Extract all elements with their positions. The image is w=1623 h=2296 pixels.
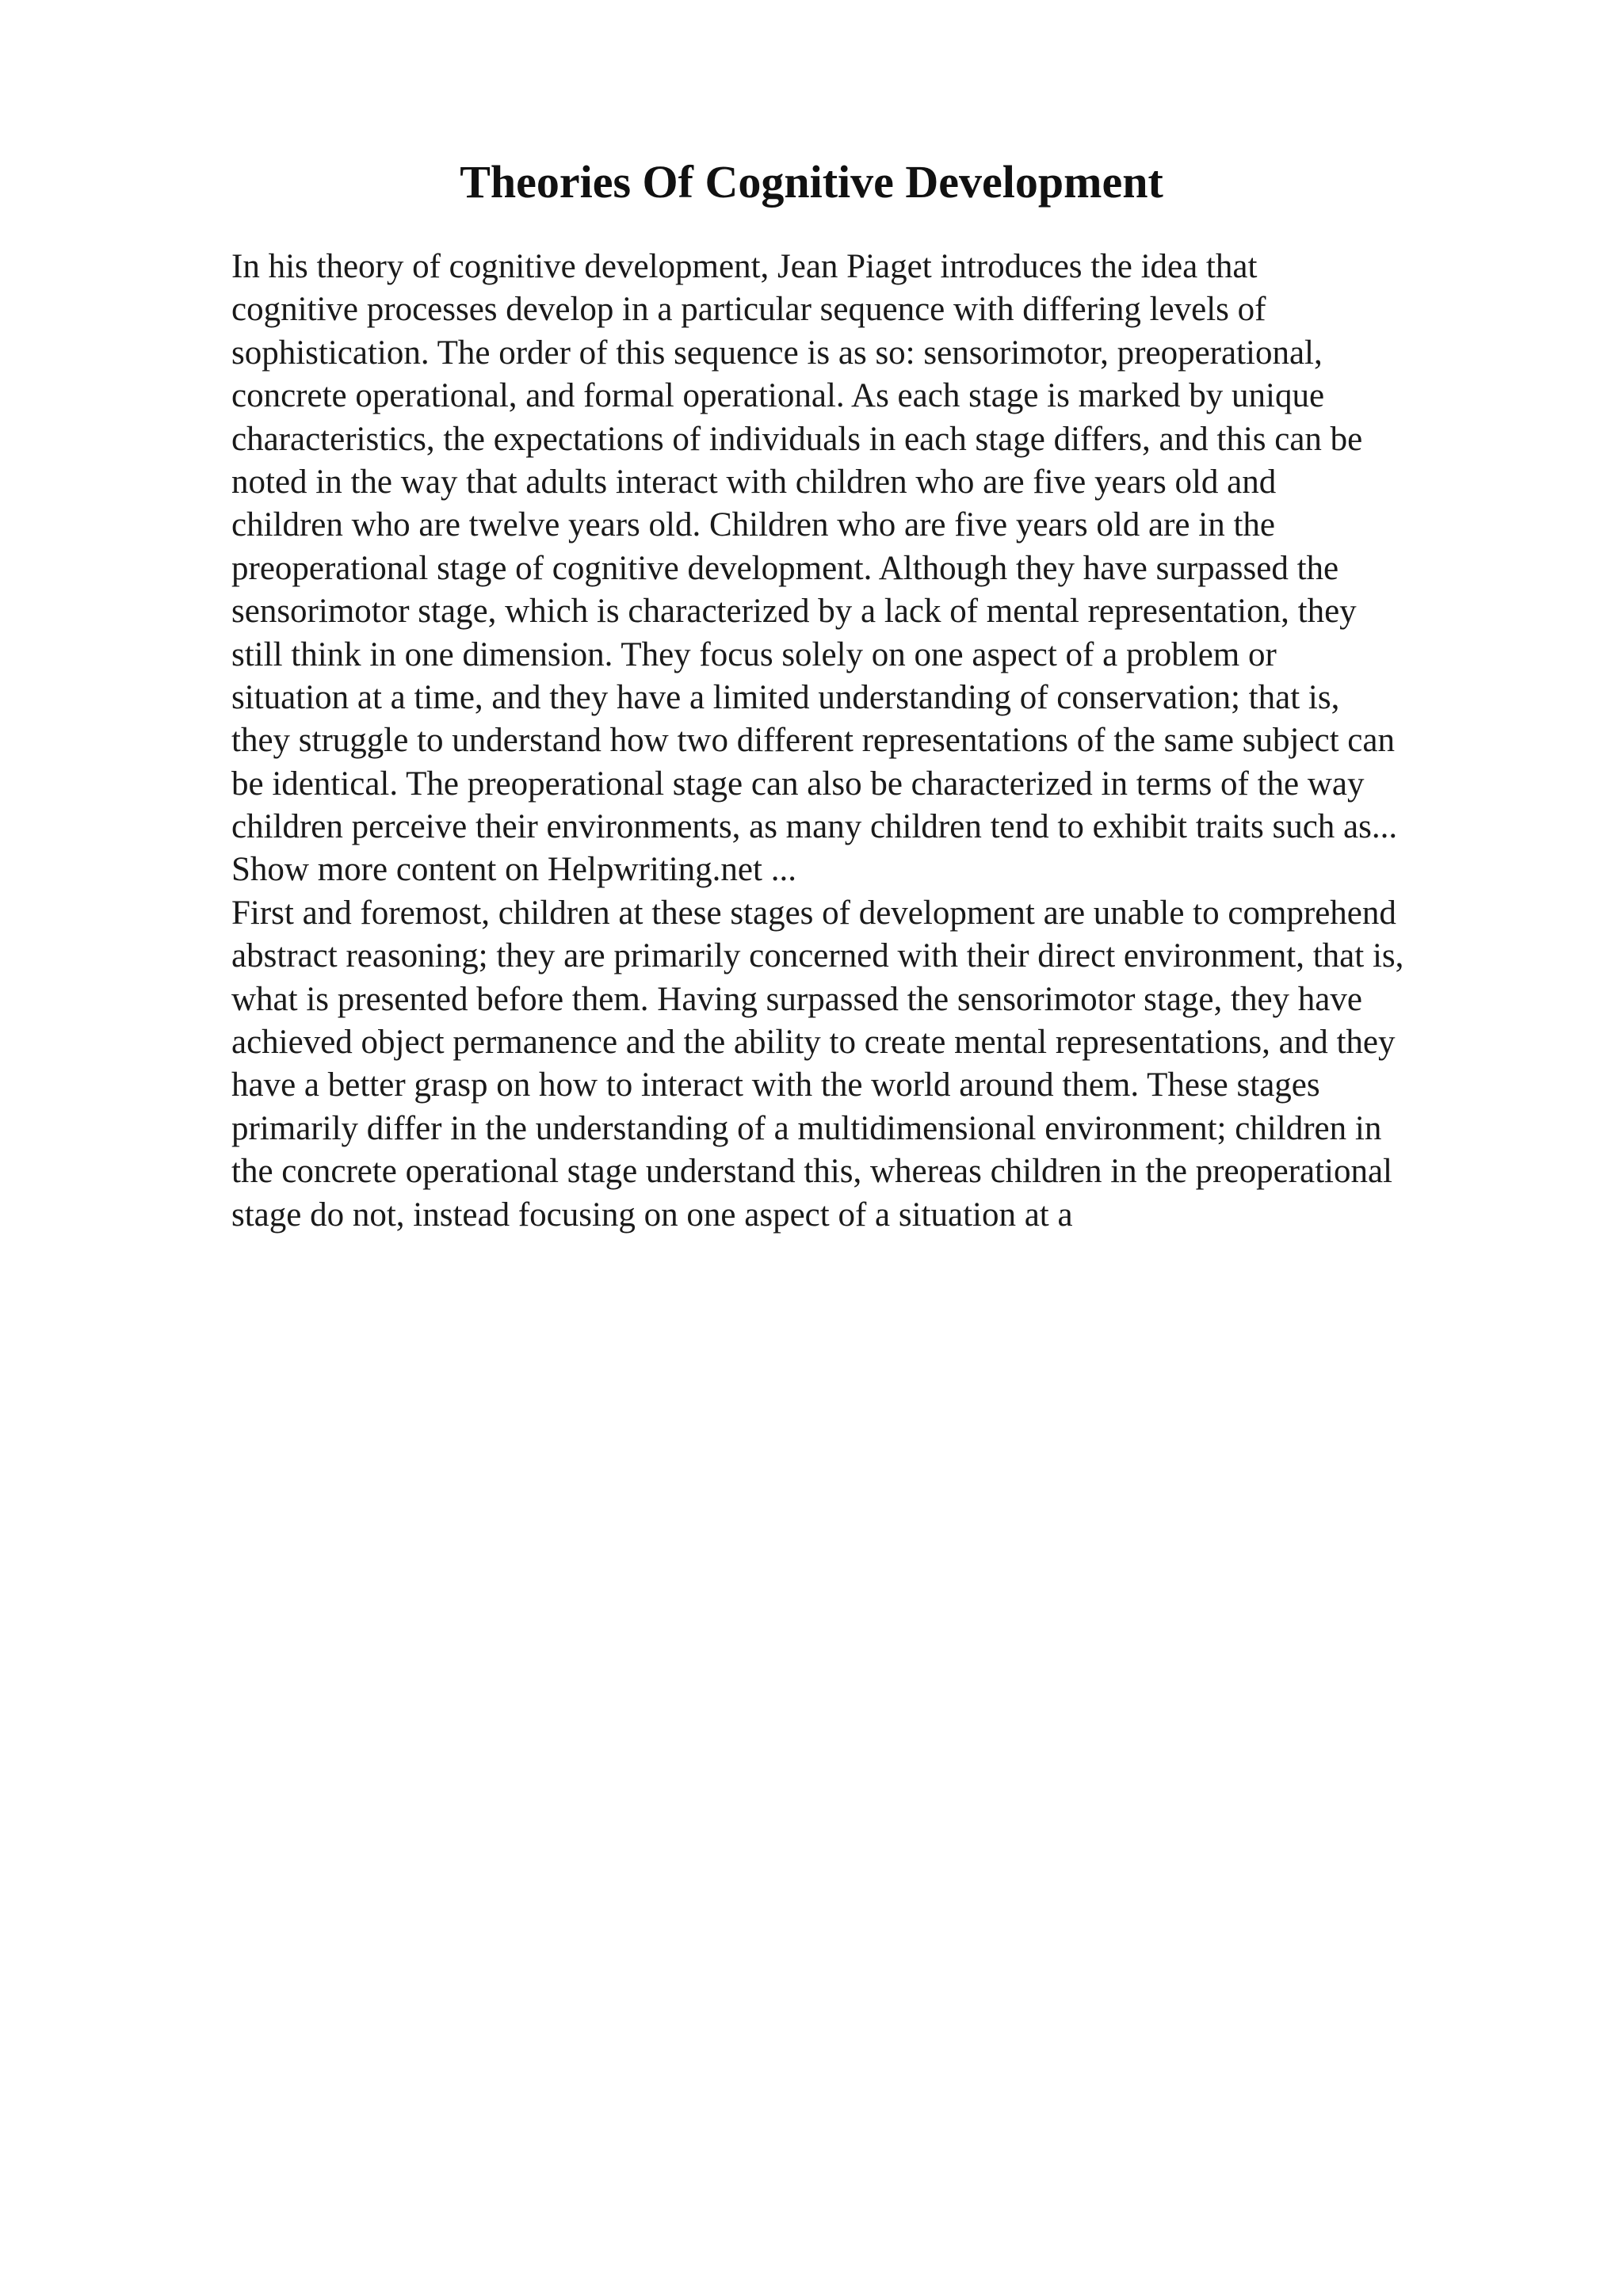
text-line: characteristics, the expectations of individuals in each stage differs, and this can be: [231, 420, 1363, 458]
text-line: they struggle to understand how two different representations of the same subject can: [231, 722, 1395, 760]
document-body: [231, 246, 1515, 1237]
text-line: abstract reasoning; they are primarily concerned with their direct environment, that is,: [231, 937, 1404, 975]
show-more-line: Show more content on Helpwriting.net ...: [231, 851, 796, 889]
text-line: be identical. The preoperational stage can also be characterized in terms of the way: [231, 765, 1365, 803]
text-line: children perceive their environments, as many children tend to exhibit traits such as...: [231, 808, 1398, 846]
text-line: situation at a time, and they have a limited understanding of conservation; that is,: [231, 678, 1340, 716]
text-line: have a better grasp on how to interact with the world around them. These stages: [231, 1066, 1320, 1104]
text-line: still think in one dimension. They focus solely on one aspect of a problem or: [231, 635, 1277, 673]
text-line: sophistication. The order of this sequence is as so: sensorimotor, preoperational,: [231, 334, 1323, 372]
text-line: preoperational stage of cognitive development. Although they have surpassed the: [231, 549, 1339, 587]
text-line: what is presented before them. Having surpassed the sensorimotor stage, they have: [231, 980, 1362, 1018]
text-line: primarily differ in the understanding of a multidimensional environment; children in: [231, 1109, 1382, 1147]
text-line: First and foremost, children at these stages of development are unable to comprehend: [231, 894, 1396, 932]
text-line: noted in the way that adults interact with children who are five years old and: [231, 463, 1277, 501]
text-line: concrete operational, and formal operational. As each stage is marked by unique: [231, 377, 1325, 415]
text-line: children who are twelve years old. Children who are five years old are in the: [231, 506, 1275, 544]
text-line: the concrete operational stage understand this, whereas children in the preoperational: [231, 1153, 1393, 1191]
text-line: stage do not, instead focusing on one aspect of a situation at a: [231, 1196, 1073, 1234]
text-line: sensorimotor stage, which is characterized by a lack of mental representation, they: [231, 593, 1357, 631]
text-line: cognitive processes develop in a particular sequence with differing levels of: [231, 291, 1266, 329]
text-line: In his theory of cognitive development, Jean Piaget introduces the idea that: [231, 248, 1258, 285]
text-line: achieved object permanence and the ability to create mental representations, and they: [231, 1024, 1396, 1062]
document-title: Theories Of Cognitive Development: [460, 156, 1163, 208]
